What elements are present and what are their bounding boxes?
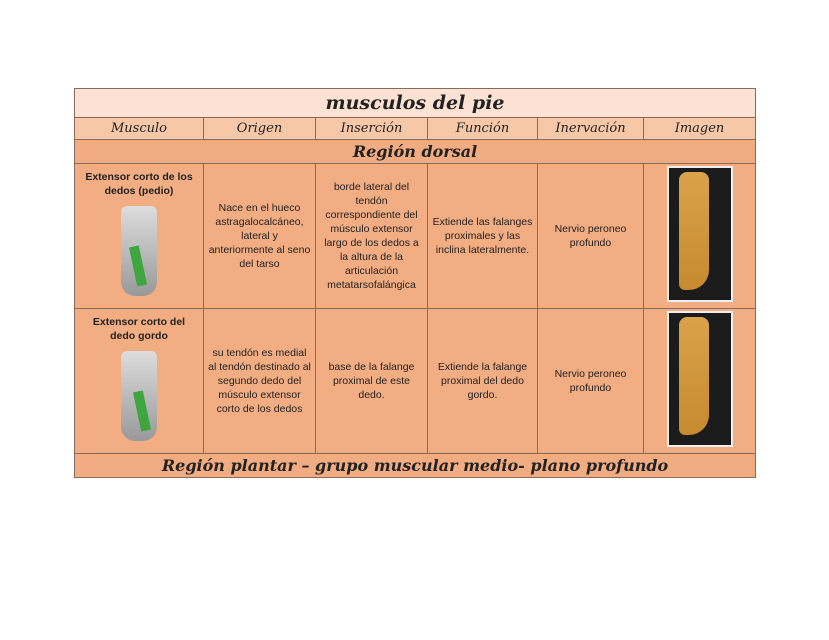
muscle-name: Extensor corto del dedo gordo bbox=[92, 316, 186, 342]
header-musculo: Musculo bbox=[75, 118, 204, 140]
innervation-cell: Nervio peroneo profundo bbox=[538, 164, 644, 309]
table-row bbox=[75, 309, 756, 454]
foot-illustration bbox=[121, 351, 157, 441]
foot-illustration bbox=[121, 206, 157, 296]
region-dorsal: Región dorsal bbox=[75, 140, 756, 164]
insertion-cell: base de la falange proximal de este dedo. bbox=[316, 309, 428, 454]
origin-cell: su tendón es medial al tendón destinado al segundo dedo del músculo extensor corto de los dedos bbox=[204, 309, 316, 454]
function-cell: Extiende la falange proximal del dedo gordo. bbox=[428, 309, 538, 454]
insertion-cell: borde lateral del tendón correspondiente del músculo extensor largo de los dedos a la altura de la articulación metatarsofalángica bbox=[316, 164, 428, 309]
origin-cell: Nace en el hueco astragalocalcáneo, lateral y anteriormente al seno del tarso bbox=[204, 164, 316, 309]
muscle-name: Extensor corto de los dedos (pedio) bbox=[85, 171, 193, 197]
header-funcion: Función bbox=[428, 118, 538, 140]
header-origen: Origen bbox=[204, 118, 316, 140]
table-title: musculos del pie bbox=[75, 89, 756, 118]
header-insercion: Inserción bbox=[316, 118, 428, 140]
header-inervacion: Inervación bbox=[538, 118, 644, 140]
function-cell: Extiende las falanges proximales y las inclina lateralmente. bbox=[428, 164, 538, 309]
header-imagen: Imagen bbox=[644, 118, 756, 140]
muscles-table bbox=[74, 88, 756, 478]
region-plantar: Región plantar – grupo muscular medio- plano profundo bbox=[75, 454, 756, 478]
anatomy-photo bbox=[667, 166, 733, 302]
table-row bbox=[75, 164, 756, 309]
innervation-cell: Nervio peroneo profundo bbox=[538, 309, 644, 454]
anatomy-photo bbox=[667, 311, 733, 447]
